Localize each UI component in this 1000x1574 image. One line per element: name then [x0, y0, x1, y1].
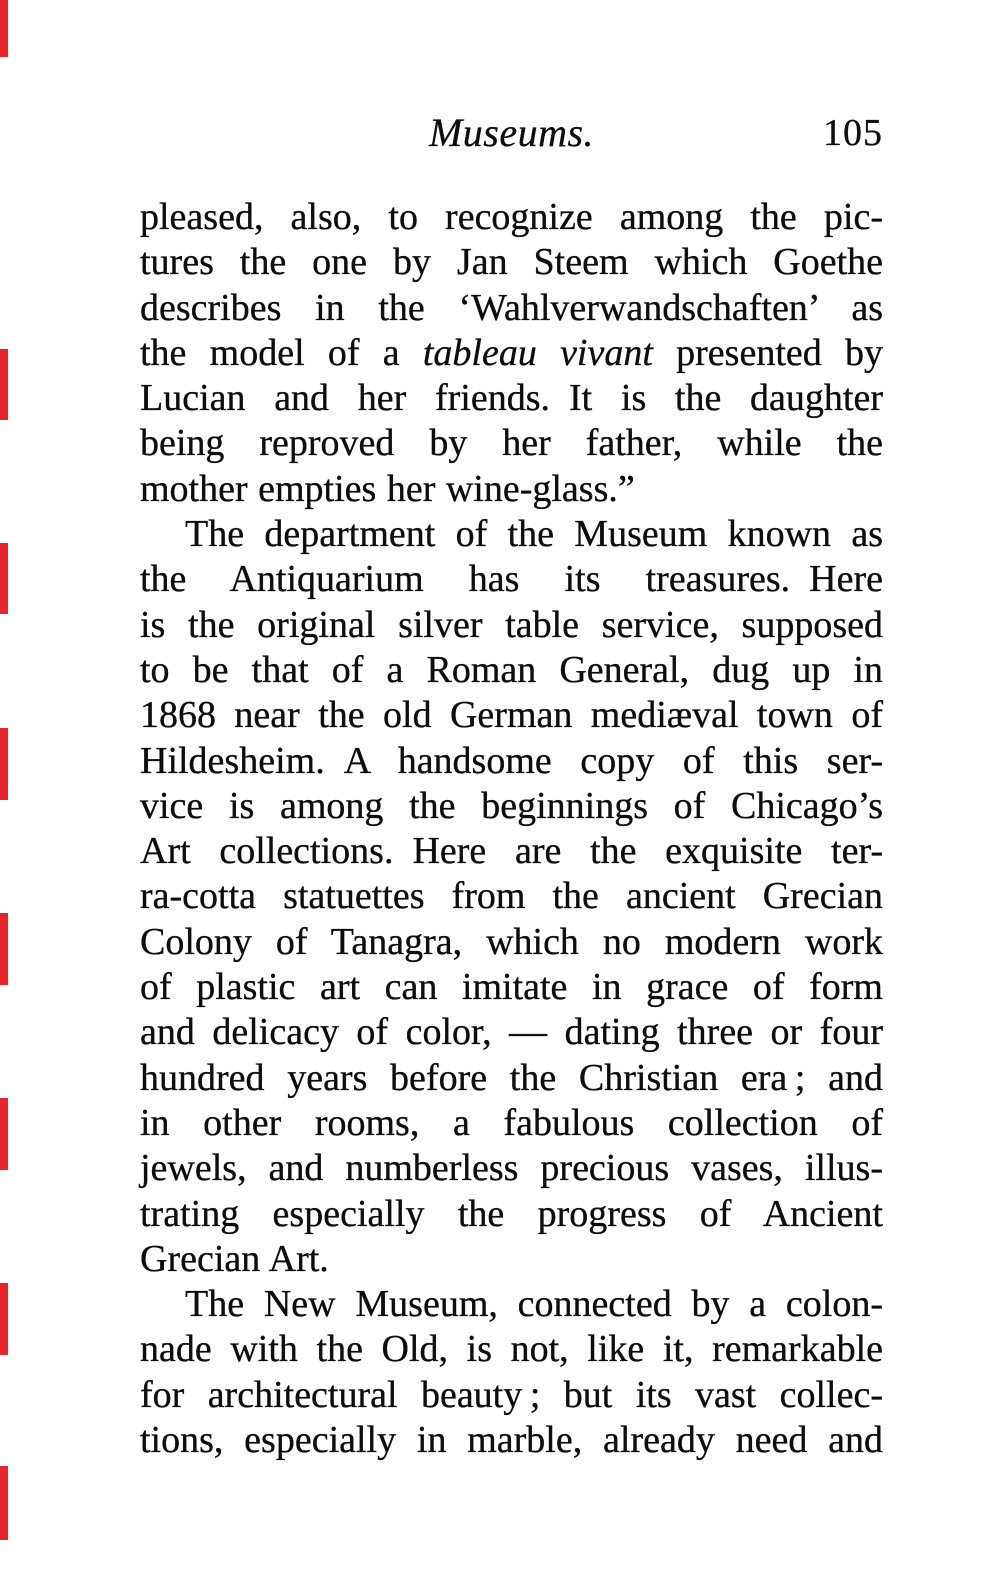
text-segment: and delicacy of color, — dating three or four	[140, 1011, 883, 1054]
text-segment: The New Museum, connected by a colon-	[185, 1283, 883, 1326]
text-segment: vice is among the beginnings of Chicago’s	[140, 784, 883, 827]
text-line	[140, 286, 883, 331]
text-segment: of plastic art can imitate in grace of form	[140, 966, 883, 1009]
scan-edge-mark	[0, 913, 8, 985]
text-line	[140, 1327, 883, 1372]
text-line	[140, 331, 883, 376]
text-line	[140, 1282, 883, 1327]
text-line	[140, 784, 883, 829]
text-line	[140, 512, 883, 557]
running-header	[140, 110, 883, 156]
text-line	[140, 557, 883, 602]
scan-edge-mark	[0, 349, 8, 420]
text-line	[140, 467, 883, 512]
text-line	[140, 1010, 883, 1055]
text-line	[140, 965, 883, 1010]
text-line	[140, 874, 883, 919]
scan-edge-mark	[0, 728, 8, 800]
text-line	[140, 376, 883, 421]
text-segment: tures the one by Jan Steem which Goethe	[140, 241, 883, 284]
scan-edge-mark	[0, 1283, 8, 1355]
scan-edge-mark	[0, 1466, 8, 1540]
page-body	[140, 195, 883, 1463]
italic-text-segment: tableau vivant	[422, 331, 653, 374]
text-line	[140, 1418, 883, 1463]
text-line	[140, 693, 883, 738]
scan-edge-mark	[0, 1098, 8, 1170]
text-line	[140, 1056, 883, 1101]
scan-edge-mark	[0, 0, 8, 57]
text-line	[140, 1101, 883, 1146]
page-number: 105	[823, 112, 883, 154]
text-segment: Colony of Tanagra, which no modern work	[140, 920, 883, 963]
page-title: Museums.	[428, 110, 595, 155]
text-segment: pleased, also, to recognize among the pic-	[140, 196, 883, 238]
text-segment: the Antiquarium has its treasures. Here	[140, 558, 883, 601]
text-segment: being reproved by her father, while the	[140, 422, 883, 465]
text-segment: jewels, and numberless precious vases, illus-	[140, 1147, 883, 1190]
text-segment: hundred years before the Christian era ; and	[140, 1056, 883, 1099]
text-segment: Grecian Art.	[140, 1237, 329, 1280]
text-line	[140, 1373, 883, 1418]
text-segment: Lucian and her friends. It is the daughter	[140, 377, 883, 420]
text-segment: describes in the ‘Wahlverwandschaften’ as	[140, 286, 883, 329]
text-segment: 1868 near the old German mediæval town of	[140, 694, 883, 737]
text-segment: Art collections. Here are the exquisite ter-	[140, 830, 883, 873]
text-line	[140, 1237, 883, 1282]
text-line	[140, 1146, 883, 1191]
text-line	[140, 195, 883, 240]
text-segment: The department of the Museum known as	[185, 513, 883, 556]
text-segment: in other rooms, a fabulous collection of	[140, 1101, 883, 1144]
scan-edge-marks	[0, 0, 8, 1574]
text-line	[140, 739, 883, 784]
text-segment: the model of a	[140, 331, 423, 374]
text-line	[140, 648, 883, 693]
text-line	[140, 920, 883, 965]
text-segment: mother empties her wine-glass.”	[140, 467, 635, 510]
text-segment: is the original silver table service, supposed	[140, 603, 883, 646]
scan-edge-mark	[0, 543, 8, 614]
text-segment: presented by	[652, 331, 883, 374]
text-segment: to be that of a Roman General, dug up in	[140, 648, 883, 691]
text-line	[140, 829, 883, 874]
text-segment: Hildesheim. A handsome copy of this ser-	[140, 739, 883, 782]
text-line	[140, 421, 883, 466]
text-segment: ra-cotta statuettes from the ancient Grecian	[140, 875, 883, 918]
text-segment: tions, especially in marble, already need and	[140, 1419, 883, 1462]
text-segment: nade with the Old, is not, like it, remarkable	[140, 1328, 883, 1371]
text-line	[140, 240, 883, 285]
text-segment: trating especially the progress of Ancient	[140, 1192, 883, 1235]
text-segment: for architectural beauty ; but its vast collec-	[140, 1373, 883, 1416]
text-line	[140, 603, 883, 648]
text-line	[140, 1192, 883, 1237]
